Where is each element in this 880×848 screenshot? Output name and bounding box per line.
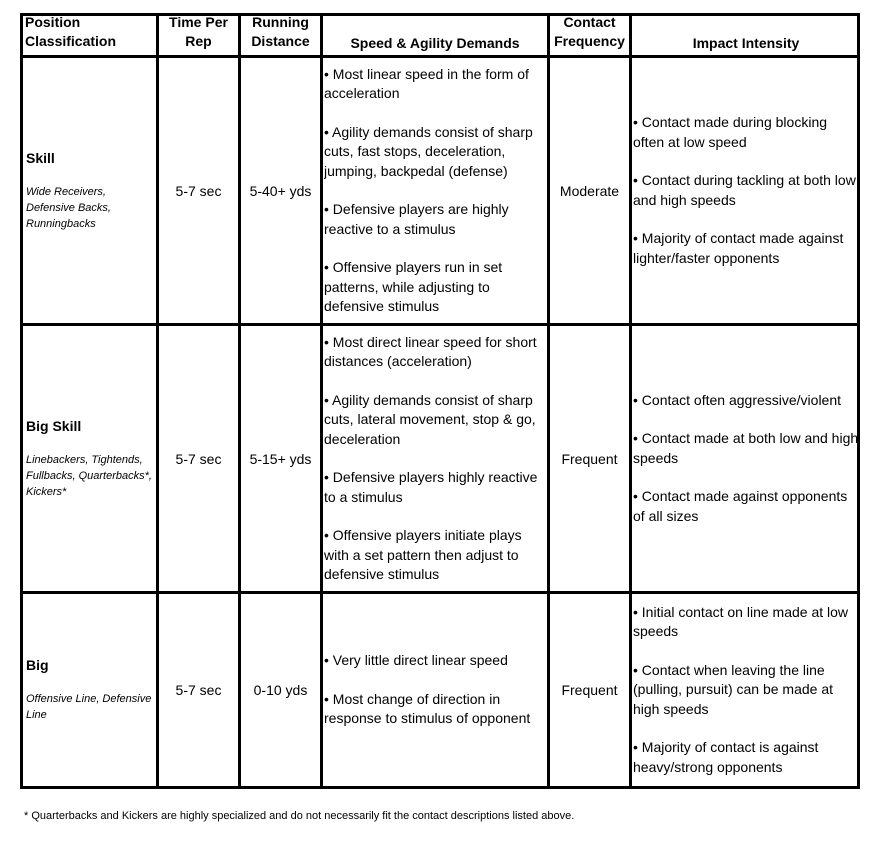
distance-value: 5-40+ yds (249, 182, 312, 199)
header-time-per-rep (159, 13, 238, 55)
header-text: Speed & Agility Demands (350, 35, 520, 51)
speed-bullet: • Defensive players highly reactive to a stimulus (324, 469, 538, 505)
position-examples: Linebackers, Tightends, Fullbacks, Quarterbacks*, Kickers* (26, 453, 152, 498)
footnote: * Quarterbacks and Kickers are highly specialized and do not necessarily fit the contact descriptions listed above. (24, 810, 575, 822)
header-running-distance (241, 13, 320, 55)
impact-bullet: • Contact made against opponents of all sizes (633, 488, 848, 524)
impact-bullet: • Initial contact on line made at low speeds (633, 603, 849, 640)
position-cell-skill (26, 58, 154, 323)
speed-bullet: • Most linear speed in the form of acceleration (324, 65, 529, 101)
speed-bullet: • Offensive players initiate plays with a set pattern then adjust to defensive stimulus (324, 527, 522, 582)
header-text: Running (252, 14, 309, 30)
running-distance-cell (241, 594, 320, 786)
speed-bullet: • Offensive players run in set patterns, while adjusting to defensive stimulus (324, 259, 503, 314)
position-name: Big Skill (26, 417, 82, 434)
header-text: Classification (25, 33, 117, 49)
speed-agility-cell (324, 326, 546, 591)
time-value: 5-7 sec (175, 182, 222, 199)
time-per-rep-cell (159, 58, 238, 323)
header-text: Frequency (554, 33, 625, 49)
distance-value: 5-15+ yds (249, 450, 312, 467)
frequency-value: Frequent (561, 682, 618, 698)
position-name: Big (26, 657, 49, 673)
impact-intensity-cell (633, 58, 859, 323)
impact-bullet: • Contact made at both low and high speeds (633, 430, 859, 466)
time-value: 5-7 sec (175, 682, 222, 698)
position-demands-table (20, 13, 860, 789)
speed-bullet: • Defensive players are highly reactive to a stimulus (324, 201, 509, 237)
position-examples: Offensive Line, Defensive Line (26, 693, 152, 721)
impact-bullet: • Majority of contact made against lighter/faster opponents (633, 230, 844, 266)
frequency-value: Moderate (559, 182, 620, 199)
impact-bullet: • Contact often aggressive/violent (633, 391, 842, 408)
position-cell-big (26, 594, 154, 786)
header-text: Position (25, 14, 81, 30)
speed-bullet: • Most direct linear speed for short distances (acceleration) (324, 333, 537, 369)
impact-bullet: • Contact when leaving the line (pulling, pursuit) can be made at high speeds (633, 661, 833, 717)
header-speed-agility (323, 34, 547, 55)
position-name: Skill (26, 149, 55, 166)
header-text: Contact (563, 14, 616, 30)
speed-agility-cell (324, 594, 546, 786)
frequency-value: Frequent (561, 450, 618, 467)
impact-intensity-cell (633, 326, 859, 591)
contact-frequency-cell (550, 58, 629, 323)
header-impact-intensity (632, 34, 860, 55)
impact-bullet: • Contact made during blocking often at low speed (633, 114, 828, 150)
header-contact-frequency (550, 13, 629, 55)
header-text: Time Per (169, 14, 228, 30)
time-per-rep-cell (159, 594, 238, 786)
speed-agility-cell (324, 58, 546, 323)
position-cell-big-skill (26, 326, 154, 591)
header-text: Distance (251, 33, 310, 49)
position-examples: Wide Receivers, Defensive Backs, Runningbacks (26, 185, 111, 230)
impact-bullet: • Majority of contact is against heavy/strong opponents (633, 739, 819, 775)
header-position-classification (25, 13, 155, 55)
contact-frequency-cell (550, 594, 629, 786)
running-distance-cell (241, 326, 320, 591)
impact-intensity-cell (633, 594, 859, 786)
speed-bullet: • Agility demands consist of sharp cuts, fast stops, deceleration, jumping, backpedal (defense) (324, 123, 533, 179)
speed-bullet: • Very little direct linear speed (324, 652, 508, 669)
running-distance-cell (241, 58, 320, 323)
speed-bullet: • Most change of direction in response to stimulus of opponent (324, 690, 531, 727)
distance-value: 0-10 yds (253, 682, 308, 698)
header-text: Impact Intensity (692, 35, 800, 51)
impact-bullet: • Contact during tackling at both low and high speeds (633, 172, 856, 208)
header-text: Rep (185, 33, 212, 49)
time-per-rep-cell (159, 326, 238, 591)
column-divider (320, 16, 323, 786)
speed-bullet: • Agility demands consist of sharp cuts, lateral movement, stop & go, deceleration (324, 391, 536, 447)
contact-frequency-cell (550, 326, 629, 591)
time-value: 5-7 sec (175, 450, 222, 467)
column-divider (629, 16, 632, 786)
